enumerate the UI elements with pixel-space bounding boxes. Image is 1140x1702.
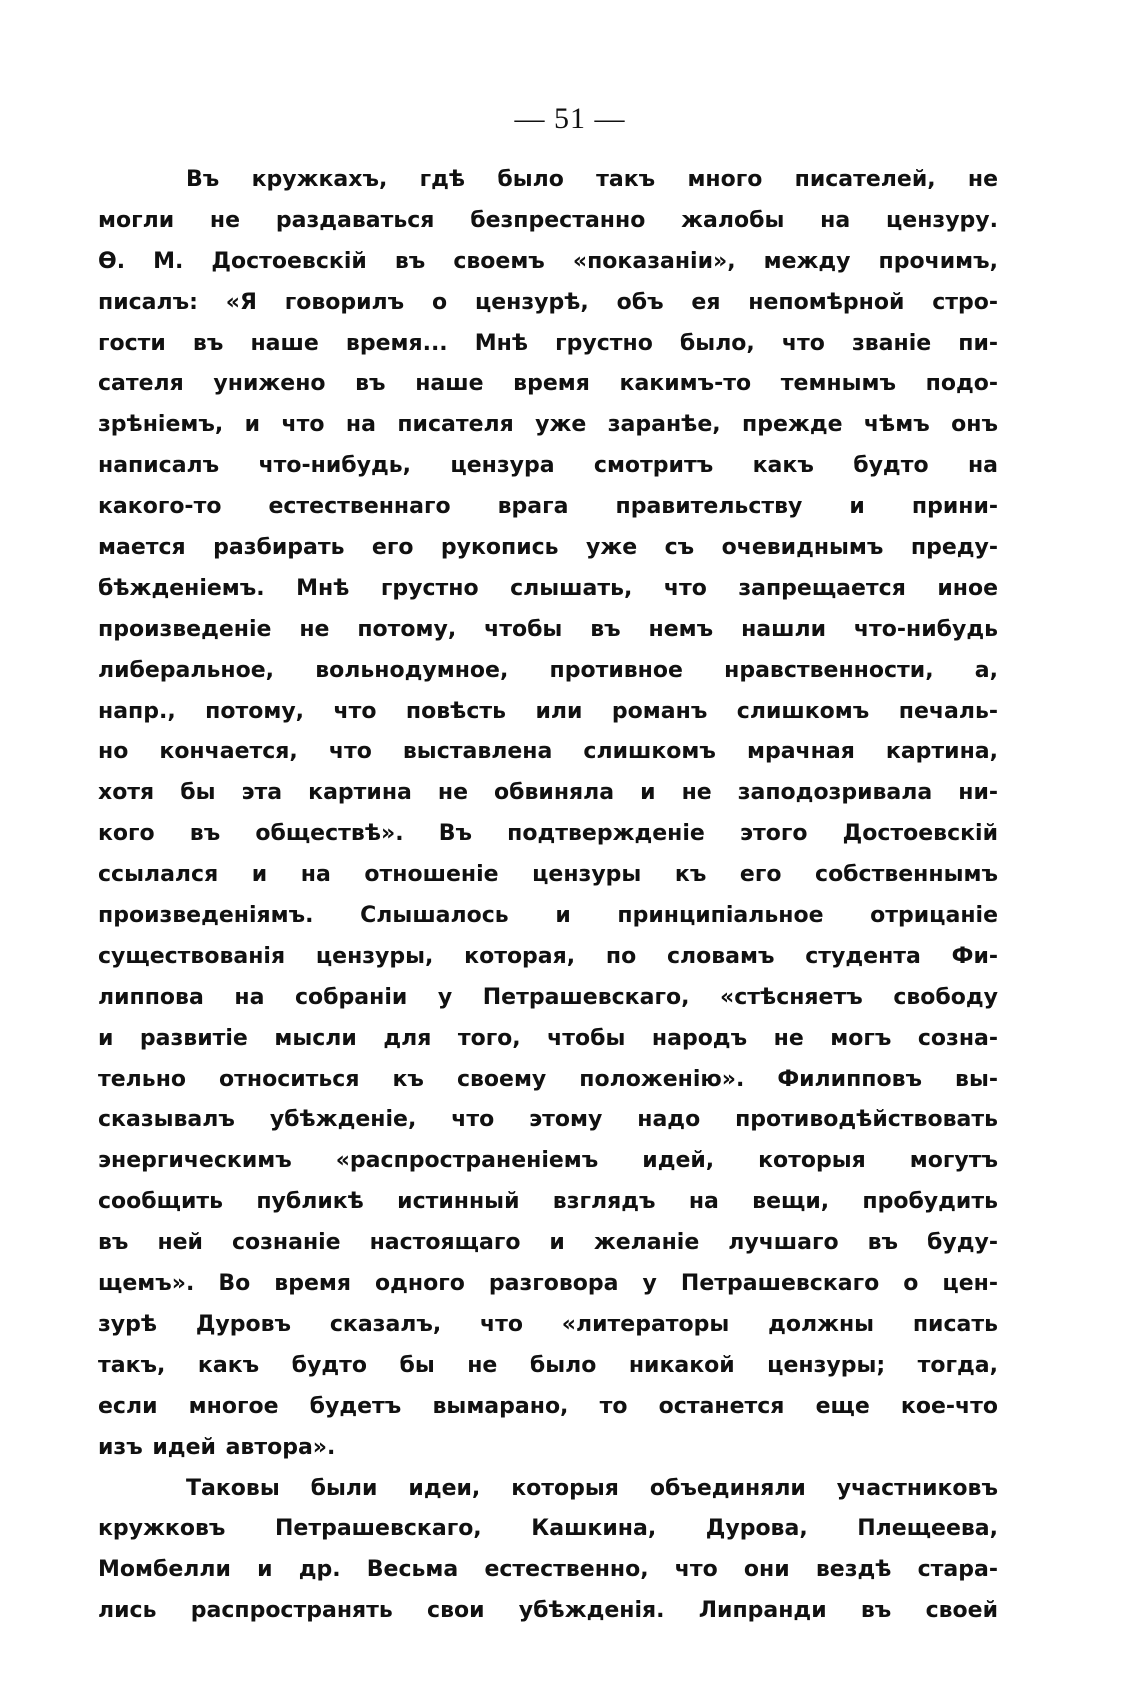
text-line: такъ, какъ будто бы не было никакой цензуры; тогда,	[98, 1352, 998, 1378]
text-line: Момбелли и др. Весьма естественно, что они вездѣ стара-	[98, 1557, 998, 1583]
text-line: гости въ наше время... Мнѣ грустно было, что званіе пи-	[98, 330, 998, 356]
text-line: какого-то естественнаго врага правительству и прини-	[98, 494, 998, 520]
text-line: липпова на собраніи у Петрашевскаго, «стѣсняетъ свободу	[98, 984, 998, 1010]
text-line: Таковы были идеи, которыя объединяли участниковъ	[186, 1475, 998, 1501]
text-line: хотя бы эта картина не обвиняла и не заподозривала ни-	[98, 780, 998, 806]
text-line: если многое будетъ вымарано, то останется еще кое-что	[98, 1393, 998, 1419]
text-line: въ ней сознаніе настоящаго и желаніе лучшаго въ буду-	[98, 1230, 998, 1256]
text-line: могли не раздаваться безпрестанно жалобы на цензуру.	[98, 207, 998, 233]
text-line: изъ идей автора».	[98, 1434, 336, 1460]
text-line: сообщить публикѣ истинный взглядъ на вещи, пробудить	[98, 1189, 998, 1215]
text-line: мается разбирать его рукопись уже съ очевиднымъ преду-	[98, 535, 998, 561]
text-line: Въ кружкахъ, гдѣ было такъ много писателей, не	[186, 167, 998, 192]
text-line: энергическимъ «распространеніемъ идей, которыя могутъ	[98, 1148, 998, 1174]
text-line: тельно относиться къ своему положенію». Филипповъ вы-	[98, 1066, 998, 1092]
text-line: Ѳ. М. Достоевскій въ своемъ «показаніи», между прочимъ,	[98, 248, 998, 274]
paragraph-1	[98, 160, 998, 1469]
text-line: но кончается, что выставлена слишкомъ мрачная картина,	[98, 739, 998, 765]
text-line: произведеніямъ. Слышалось и принципіальное отрицаніе	[98, 903, 998, 929]
text-line: кружковъ Петрашевскаго, Кашкина, Дурова, Плещеева,	[98, 1516, 998, 1542]
text-line: произведеніе не потому, чтобы въ немъ нашли что-нибудь	[98, 616, 998, 642]
text-line: сказывалъ убѣжденіе, что этому надо противодѣйствовать	[98, 1107, 998, 1133]
text-line: кого въ обществѣ». Въ подтвержденіе этого Достоевскій	[98, 821, 998, 847]
text-line: щемъ». Во время одного разговора у Петрашевскаго о цен-	[98, 1271, 998, 1297]
text-line: писалъ: «Я говорилъ о цензурѣ, объ ея непомѣрной стро-	[98, 289, 998, 315]
text-line: сателя унижено въ наше время какимъ-то темнымъ подо-	[98, 371, 998, 397]
text-line: лись распространять свои убѣжденія. Липранди въ своей	[98, 1598, 998, 1624]
text-line: зурѣ Дуровъ сказалъ, что «литераторы должны писать	[98, 1311, 998, 1337]
text-line: бѣжденіемъ. Мнѣ грустно слышать, что запрещается иное	[98, 575, 998, 601]
page-number: — 51 —	[514, 102, 626, 135]
text-line: зрѣніемъ, и что на писателя уже заранѣе, прежде чѣмъ онъ	[98, 412, 998, 438]
text-line: и развитіе мысли для того, чтобы народъ не могъ созна-	[98, 1025, 998, 1051]
text-line: написалъ что-нибудь, цензура смотритъ какъ будто на	[98, 453, 998, 479]
text-line: существованія цензуры, которая, по словамъ студента Фи-	[98, 943, 998, 969]
text-line: напр., потому, что повѣсть или романъ слишкомъ печаль-	[98, 698, 998, 724]
text-line: либеральное, вольнодумное, противное нравственности, а,	[98, 657, 998, 683]
text-line: ссылался и на отношеніе цензуры къ его собственнымъ	[98, 862, 998, 888]
paragraph-2	[98, 1469, 998, 1633]
body-text	[98, 160, 998, 1632]
